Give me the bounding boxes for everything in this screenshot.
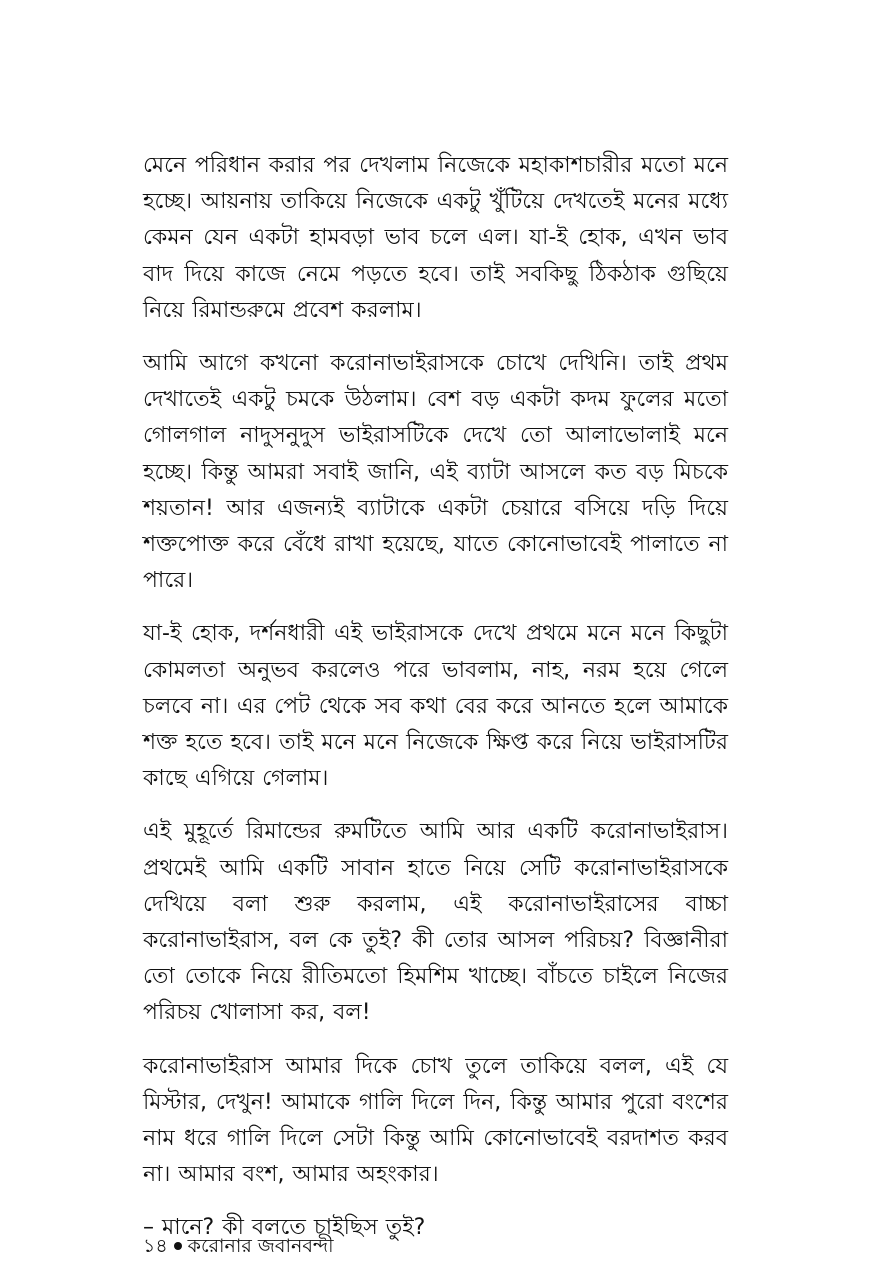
paragraph-3: যা-ই হোক, দর্শনধারী এই ভাইরাসকে দেখে প্রথমে মনে মনে কিছুটা কোমলতা অনুভব করলেও পরে ভাবলাম, নাহ, নরম হয়ে গেলে চলবে না। এর পেট থেকে সব কথা বের করে আনতে হলে আমাকে শক্ত হতে হবে। তাই মনে মনে নিজেকে ক্ষিপ্ত করে নিয়ে ভাইরাসটির কাছে এগিয়ে গেলাম। xyxy=(143,621,728,792)
paragraph-4: এই মুহূর্তে রিমান্ডের রুমটিতে আমি আর একটি করোনাভাইরাস। প্রথমেই আমি একটি সাবান হাতে নিয়ে সেটি করোনাভাইরাসকে দেখিয়ে বলা শুরু করলাম, এই করোনাভাইরাসের বাচ্চা করোনাভাইরাস, বল কে তুই? কী তোর আসল পরিচয়? বিজ্ঞানীরা তো তোকে নিয়ে রীতিমতো হিমশিম খাচ্ছে। বাঁচতে চাইলে নিজের পরিচয় খোলাসা কর, বল! xyxy=(143,819,728,1026)
paragraph-5: করোনাভাইরাস আমার দিকে চোখ তুলে তাকিয়ে বলল, এই যে মিস্টার, দেখুন! আমাকে গালি দিলে দিন, কিন্তু আমার পুরো বংশের নাম ধরে গালি দিলে সেটা কিন্তু আমি কোনোভাবেই বরদাশত করব না। আমার বংশ, আমার অহংকার। xyxy=(143,1053,728,1188)
page-body xyxy=(143,148,728,1247)
book-title: করোনার জবানবন্দী xyxy=(187,1235,334,1257)
bullet-separator-icon xyxy=(174,1242,182,1250)
page-number: ১৪ xyxy=(143,1235,168,1257)
paragraph-1: মেনে পরিধান করার পর দেখলাম নিজেকে মহাকাশচারীর মতো মনে হচ্ছে। আয়নায় তাকিয়ে নিজেকে একটু খুঁটিয়ে দেখতেই মনের মধ্যে কেমন যেন একটা হামবড়া ভাব চলে এল। যা-ই হোক, এখন ভাব বাদ দিয়ে কাজে নেমে পড়তে হবে। তাই সবকিছু ঠিকঠাক গুছিয়ে নিয়ে রিমান্ডরুমে প্রবেশ করলাম। xyxy=(143,153,728,323)
paragraph-6-dialogue: – মানে? কী বলতে চাইছিস তুই? xyxy=(143,1215,426,1241)
paragraph-2: আমি আগে কখনো করোনাভাইরাসকে চোখে দেখিনি। তাই প্রথম দেখাতেই একটু চমকে উঠলাম। বেশ বড় একটা কদম ফুলের মতো গোলগাল নাদুসনুদুস ভাইরাসটিকে দেখে তো আলাভোলাই মনে হচ্ছে। কিন্তু আমরা সবাই জানি, এই ব্যাটা আসলে কত বড় মিচকে শয়তান! আর এজন্যই ব্যাটাকে একটা চেয়ারে বসিয়ে দড়ি দিয়ে শক্তপোক্ত করে বেঁধে রাখা হয়েছে, যাতে কোনোভাবেই পালাতে না পারে। xyxy=(143,351,728,594)
page-footer xyxy=(143,1234,334,1258)
